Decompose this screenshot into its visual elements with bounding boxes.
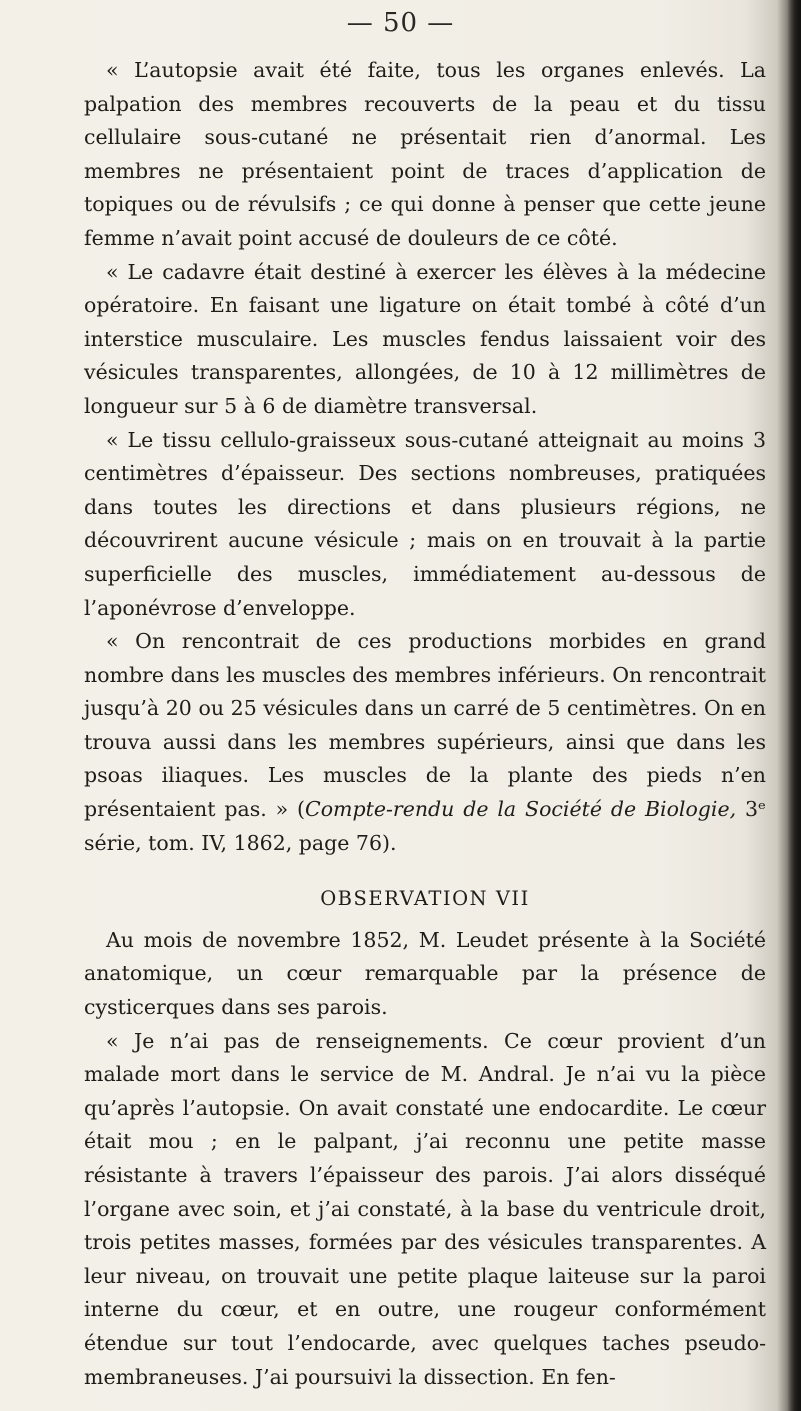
page-edge-shadow [787, 0, 801, 1411]
observation-heading: OBSERVATION VII [320, 887, 530, 911]
paragraph-productions-text: « On rencontrait de ces productions morbides en grand nombre dans les muscles des membres inférieurs. On rencontrait jusqu’à 20 ou 25 vésicules dans un carré de 5 centimètres. On en trouva aussi dans les membres supérieurs, ainsi que dans les psoas iliaques. Les muscles de la plante des pieds n’en présentaient pas. » ( [84, 629, 766, 822]
citation-title: Compte-rendu de la Société de Biologie, [305, 797, 737, 822]
paragraph-leudet: Au mois de novembre 1852, M. Leudet présente à la Société anatomique, un cœur remarquable par la présence de cysticerques dans ses parois. [84, 927, 766, 1020]
paragraph-heart: « Je n’ai pas de renseignements. Ce cœur provient d’un malade mort dans le service de M. Andral. Je n’ai vu la pièce qu’après l’autopsie. On avait constaté une endocardite. Le cœur était mou ; en le palpant, j’ai reconnu une petite masse résistante à travers l’épaisseur des parois. J’ai alors disséqué l’organe avec soin, et j’ai constaté, à la base du ventricule droit, trois petites masses, formées par des vésicules transparentes. A leur niveau, on trouvait une petite plaque laiteuse sur la paroi interne du cœur, et en outre, une rougeur conformément étendue sur tout l’endocarde, avec quelques taches pseudo-membraneuses. J’ai poursuivi la dissection. En fen- [84, 1028, 766, 1389]
paragraph-autopsy: « L’autopsie avait été faite, tous les organes enlevés. La palpation des membres recouverts de la peau et du tissu cellulaire sous-cutané ne présentait rien d’anormal. Les membres ne présentaient point de traces d’application de topiques ou de révulsifs ; ce qui donne à penser que cette jeune femme n’avait point accusé de douleurs de ce côté. [84, 58, 766, 250]
citation-tail: 3ᵉ série, tom. IV, 1862, page 76). [84, 797, 766, 855]
page-body [84, 54, 766, 1394]
page-number: — 50 — [346, 8, 455, 38]
paragraph-tissue: « Le tissu cellulo-graisseux sous-cutané atteignait au moins 3 centimètres d’épaisseur. Des sections nombreuses, pratiquées dans toutes les directions et dans plusieurs régions, ne découvrirent aucune vésicule ; mais on en trouvait à la partie superficielle des muscles, immédiatement au-dessous de l’aponévrose d’enveloppe. [84, 427, 766, 620]
paragraph-cadaver: « Le cadavre était destiné à exercer les élèves à la médecine opératoire. En faisant une ligature on était tombé à côté d’un interstice musculaire. Les muscles fendus laissaient voir des vésicules transparentes, allongées, de 10 à 12 millimètres de longueur sur 5 à 6 de diamètre transversal. [84, 259, 766, 418]
paragraph-productions [84, 625, 766, 860]
